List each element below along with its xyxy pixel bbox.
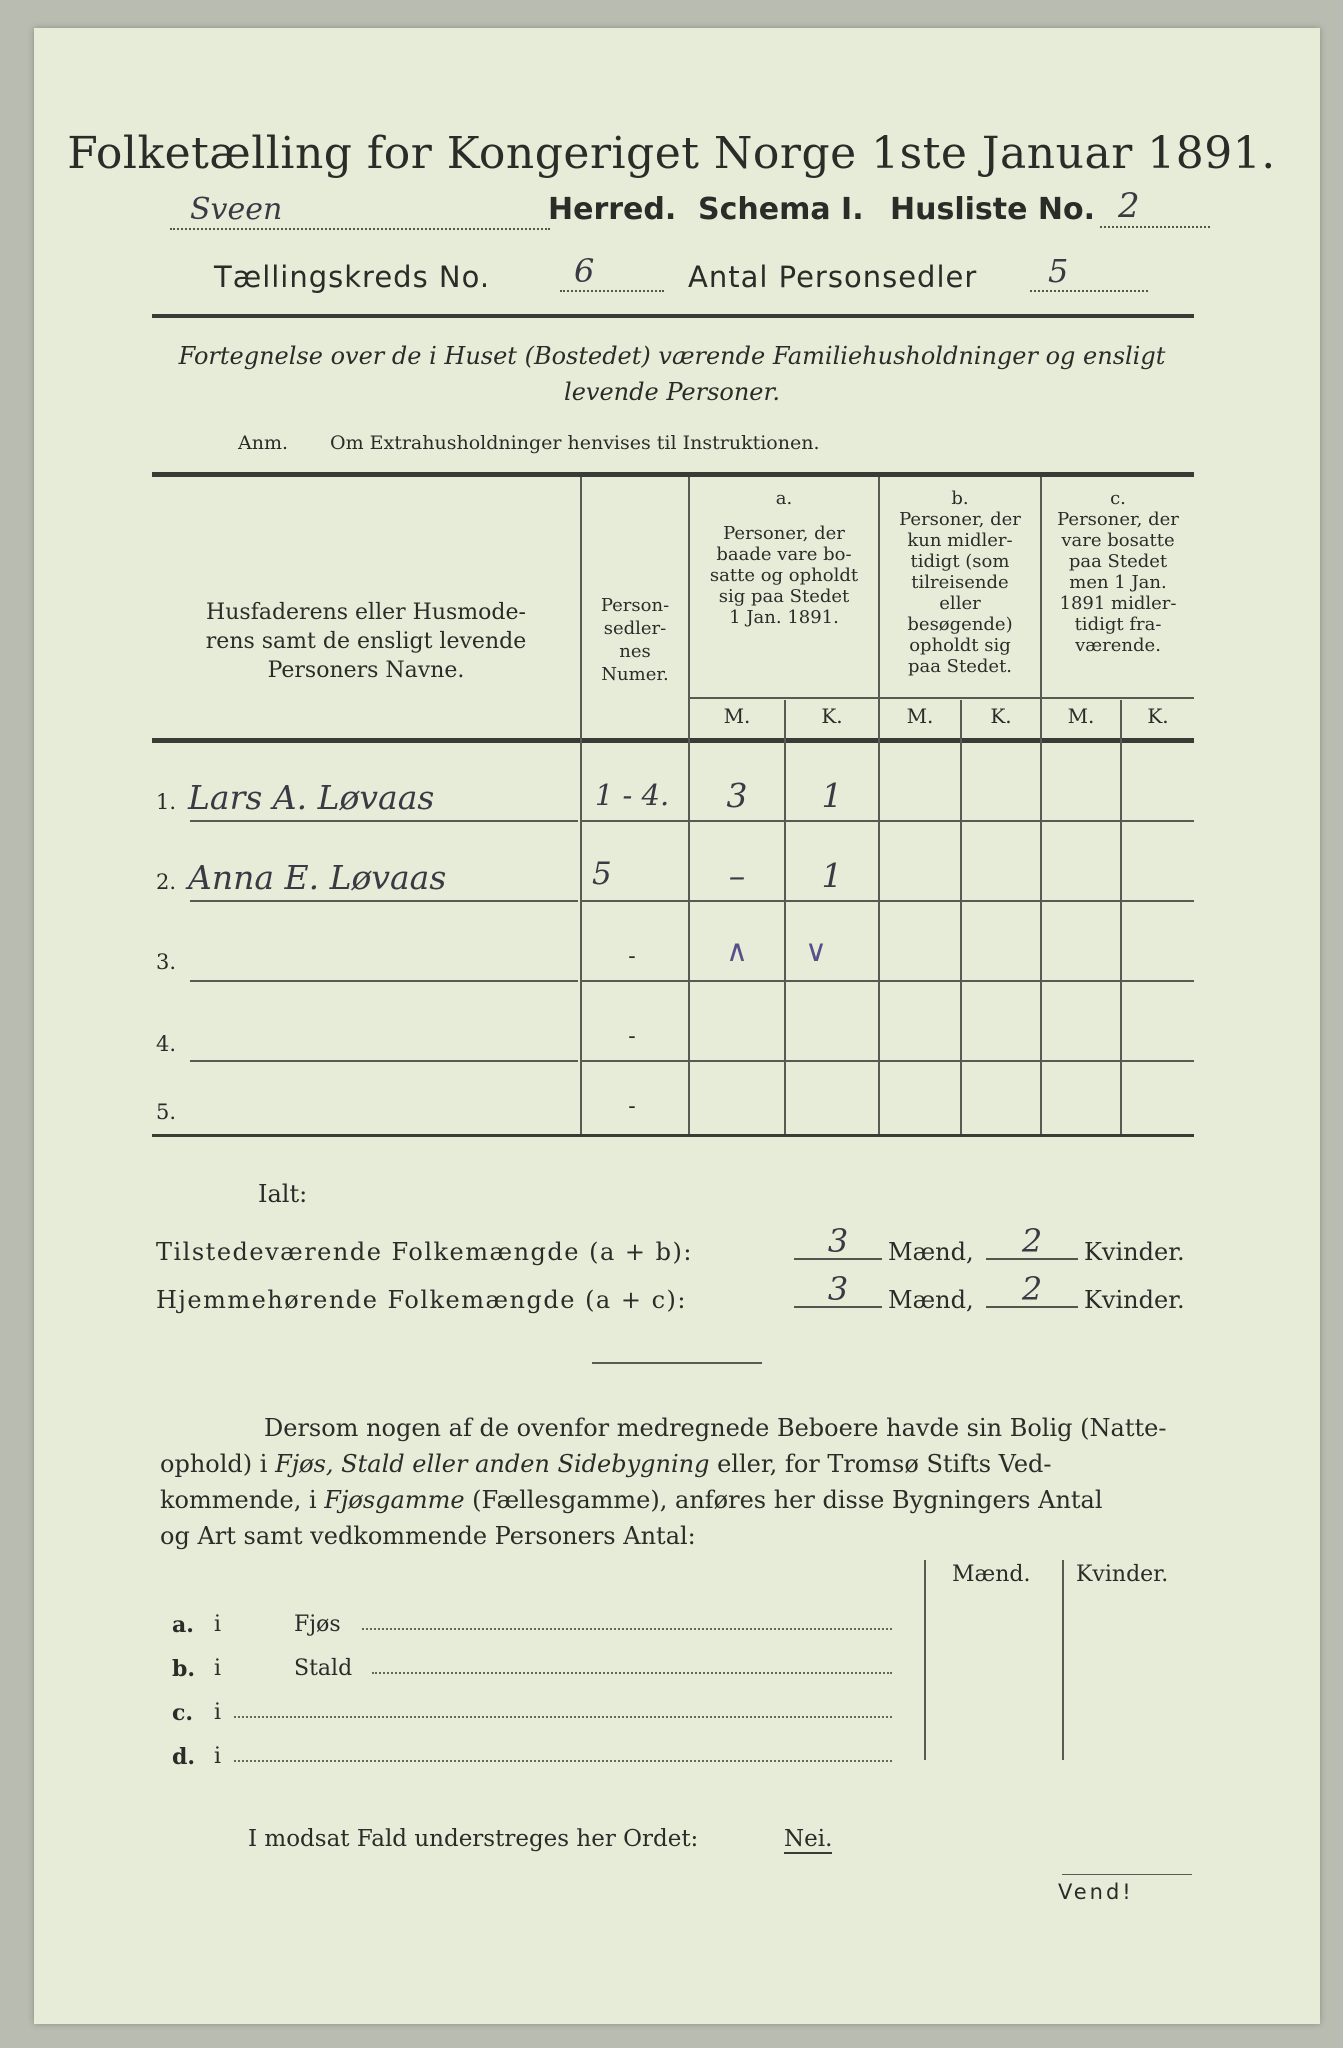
- person-numbers: -: [628, 944, 636, 969]
- column-a-line: baade vare bo-: [716, 544, 852, 565]
- row-number: 3.: [156, 950, 177, 974]
- resident-label: Hjemmehørende Folkemængde (a + c):: [156, 1286, 687, 1314]
- a-female-count: 1: [821, 856, 843, 895]
- row-number: 5.: [156, 1100, 177, 1124]
- intro-line-2: levende Personer.: [564, 378, 780, 406]
- column-b-line: kun midler-: [907, 530, 1013, 551]
- building-i: i: [214, 1700, 222, 1725]
- totals-row-resident: [156, 1270, 1196, 1324]
- building-label: Stald: [294, 1656, 353, 1681]
- column-c-line: tidigt fra-: [1074, 614, 1162, 635]
- header-row-herred: [150, 186, 1200, 238]
- column-a-line: 1 Jan. 1891.: [729, 607, 839, 628]
- vend-text: Vend!: [1058, 1880, 1134, 1904]
- building-label: Fjøs: [294, 1612, 341, 1637]
- section-divider: [592, 1362, 762, 1364]
- antal-label: Antal Personsedler: [688, 260, 978, 294]
- paragraph-text: eller, for Tromsø Stifts Ved-: [709, 1450, 1052, 1478]
- resident-female-count: 2: [986, 1270, 1078, 1308]
- column-c-line: værende.: [1075, 635, 1161, 656]
- number-header-line: Person-: [600, 595, 670, 616]
- resident-kvinder-label: Kvinder.: [1084, 1286, 1185, 1314]
- row-underline: [190, 900, 578, 902]
- building-letter: b.: [172, 1656, 196, 1682]
- building-row: [172, 1700, 912, 1732]
- building-dots: [372, 1672, 892, 1674]
- anm-text: Om Extrahusholdninger henvises til Instruktionen.: [330, 432, 820, 454]
- row-number: 1.: [156, 790, 177, 814]
- column-b-header: [880, 488, 1040, 677]
- table-bottom-rule: [152, 1134, 1194, 1137]
- a-female-count: 1: [821, 776, 843, 815]
- building-letter: d.: [172, 1744, 196, 1770]
- nei-word: Nei.: [784, 1826, 833, 1852]
- column-c-line: men 1 Jan.: [1069, 572, 1167, 593]
- person-numbers: -: [628, 1024, 636, 1049]
- person-name: Anna E. Løvaas: [188, 858, 447, 897]
- paragraph-line: og Art samt vedkommende Personers Antal:: [160, 1522, 696, 1550]
- row-underline: [190, 1060, 578, 1062]
- person-numbers: -: [628, 1094, 636, 1119]
- a-male-count: –: [728, 856, 746, 895]
- column-c-letter: c.: [1110, 488, 1126, 509]
- kreds-label: Tællingskreds No.: [214, 260, 491, 294]
- building-i: i: [214, 1612, 222, 1637]
- column-a-letter: a.: [775, 488, 793, 509]
- a-female-tick: ∨: [805, 934, 827, 969]
- present-maend-label: Mænd,: [888, 1238, 974, 1266]
- paragraph-emphasis: Fjøsgamme: [324, 1486, 465, 1514]
- herred-label: Herred.: [548, 192, 677, 227]
- row-underline: [190, 820, 578, 822]
- building-dots: [234, 1716, 892, 1718]
- herred-value: Sveen: [170, 192, 550, 230]
- resident-maend-label: Mænd,: [888, 1286, 974, 1314]
- paragraph-text: ophold) i: [160, 1450, 276, 1478]
- buildings-maend-header: Mænd.: [952, 1562, 1031, 1587]
- husliste-label: Husliste No.: [890, 192, 1095, 227]
- row-number: 2.: [156, 870, 177, 894]
- column-c-line: vare bosatte: [1061, 530, 1175, 551]
- present-female-count: 2: [986, 1222, 1078, 1260]
- table-top-rule: [152, 472, 1194, 477]
- anm-label: Anm.: [238, 432, 289, 454]
- paragraph-line: [160, 1446, 1200, 1482]
- column-a-line: sig paa Stedet: [718, 586, 850, 607]
- building-i: i: [214, 1744, 222, 1769]
- column-b-line: eller: [939, 593, 981, 614]
- name-header-line: Husfaderens eller Husmode-: [206, 600, 526, 625]
- husliste-value: 2: [1100, 186, 1210, 228]
- resident-male-count: 3: [794, 1270, 882, 1308]
- paragraph-text: kommende, i: [160, 1486, 325, 1514]
- header-row-kreds: [150, 252, 1200, 296]
- column-b-letter: b.: [951, 488, 969, 509]
- table-row: [152, 1012, 1194, 1076]
- present-label: Tilstedeværende Folkemængde (a + b):: [156, 1238, 693, 1266]
- column-b-line: tidigt (som: [910, 551, 1010, 572]
- building-paragraph: [160, 1410, 1200, 1554]
- building-dots: [234, 1760, 892, 1762]
- column-c-header: [1042, 488, 1194, 656]
- table-row: [152, 1092, 1194, 1132]
- row-underline: [190, 980, 578, 982]
- column-b-line: paa Stedet.: [907, 656, 1013, 677]
- table-row: [152, 852, 1194, 916]
- column-a-header: [690, 488, 878, 628]
- row-number: 4.: [156, 1032, 177, 1056]
- person-name: Lars A. Løvaas: [188, 778, 435, 817]
- building-letter: a.: [172, 1612, 194, 1638]
- intro-line-1: Fortegnelse over de i Huset (Bostedet) værende Familiehusholdninger og ensligt: [178, 342, 1166, 370]
- table-row: [152, 772, 1194, 836]
- building-letter: c.: [172, 1700, 194, 1726]
- number-header-line: nes: [619, 641, 651, 662]
- building-row: [172, 1744, 912, 1776]
- a-male-tick: ∧: [726, 934, 748, 969]
- present-kvinder-label: Kvinder.: [1084, 1238, 1185, 1266]
- form-title: Folketælling for Kongeriget Norge 1ste Januar 1891.: [67, 128, 1276, 179]
- paragraph-line: [160, 1482, 1200, 1518]
- b-m-label: M.: [906, 704, 934, 728]
- name-header-line: rens samt de ensligt levende: [205, 629, 527, 654]
- name-column-header: [152, 598, 580, 685]
- person-numbers: 1 - 4.: [594, 778, 670, 812]
- buildings-col-divider: [1062, 1560, 1064, 1760]
- b-k-label: K.: [990, 704, 1012, 728]
- column-c-line: 1891 midler-: [1059, 593, 1177, 614]
- column-b-line: besøgende): [907, 614, 1013, 635]
- modsat-text: I modsat Fald understreges her Ordet:: [248, 1826, 699, 1852]
- building-dots: [362, 1628, 892, 1630]
- ialt-label: Ialt:: [258, 1180, 308, 1208]
- table-row: [152, 932, 1194, 996]
- vend-rule: [1062, 1874, 1192, 1875]
- building-i: i: [214, 1656, 222, 1681]
- paragraph-text: (Fællesgamme), anføres her disse Bygningers Antal: [464, 1486, 1103, 1514]
- table-header-rule: [152, 738, 1194, 743]
- column-b-line: tilreisende: [911, 572, 1009, 593]
- column-b-line: Personer, der: [899, 509, 1021, 530]
- a-m-label: M.: [723, 704, 751, 728]
- column-a-line: satte og opholdt: [709, 565, 859, 586]
- building-row: [172, 1656, 912, 1688]
- kreds-value: 6: [560, 252, 664, 292]
- row-underline: [582, 980, 1194, 982]
- buildings-col-divider: [924, 1560, 926, 1760]
- number-column-header: [582, 594, 688, 686]
- header-rule: [152, 314, 1194, 318]
- column-c-line: paa Stedet: [1068, 551, 1168, 572]
- row-underline: [582, 900, 1194, 902]
- column-c-line: Personer, der: [1057, 509, 1179, 530]
- schema-label: Schema I.: [698, 192, 864, 227]
- c-m-label: M.: [1067, 704, 1095, 728]
- name-header-line: Personers Navne.: [267, 658, 465, 683]
- building-row: [172, 1612, 912, 1644]
- c-k-label: K.: [1147, 704, 1169, 728]
- column-b-line: opholdt sig: [909, 635, 1011, 656]
- a-male-count: 3: [726, 776, 748, 815]
- mk-header-rule: [690, 697, 1194, 699]
- antal-value: 5: [1030, 252, 1148, 292]
- paragraph-line: Dersom nogen af de ovenfor medregnede Beboere havde sin Bolig (Natte-: [264, 1414, 1167, 1442]
- buildings-kvinder-header: Kvinder.: [1076, 1562, 1169, 1587]
- row-underline: [582, 820, 1194, 822]
- column-a-line: Personer, der: [723, 523, 845, 544]
- present-male-count: 3: [794, 1222, 882, 1260]
- number-header-line: sedler-: [603, 618, 667, 639]
- a-k-label: K.: [821, 704, 843, 728]
- number-header-line: Numer.: [601, 664, 669, 685]
- row-underline: [582, 1060, 1194, 1062]
- paragraph-emphasis: Fjøs, Stald eller anden Sidebygning: [275, 1450, 710, 1478]
- person-numbers: 5: [592, 856, 612, 892]
